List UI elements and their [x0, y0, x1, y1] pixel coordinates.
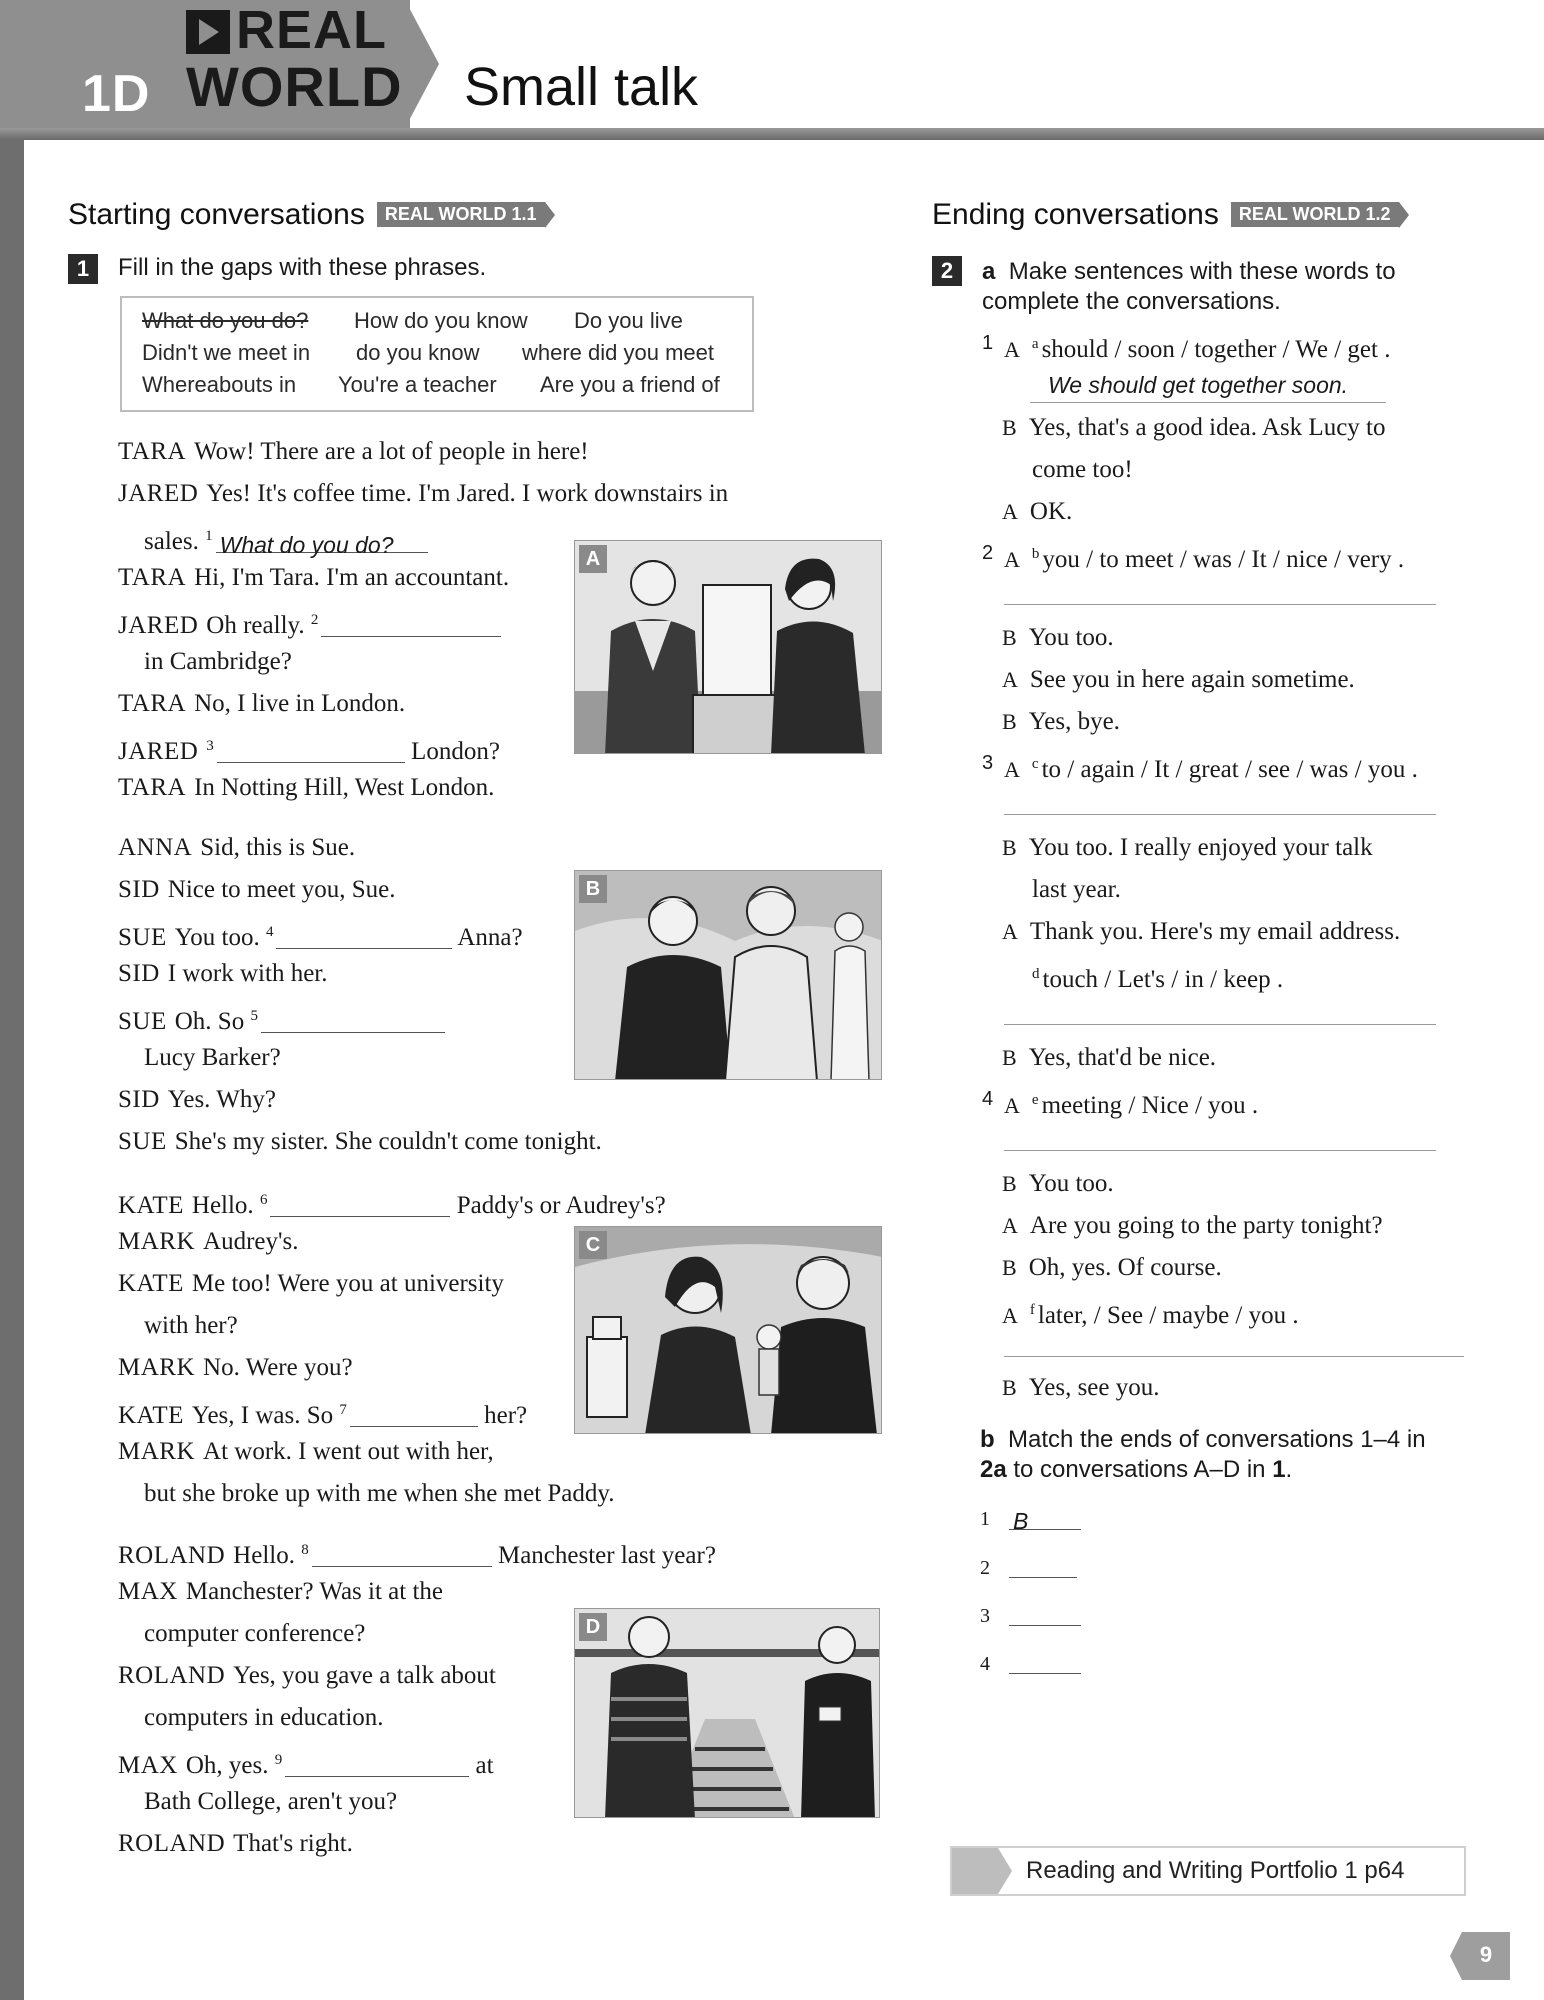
word-prompt: to / again / It / great / see / was / you . — [1041, 756, 1418, 783]
speaker: TARA — [118, 690, 187, 717]
instruction-text: Make sentences with these words to — [1008, 258, 1396, 285]
dialogue-line — [118, 1000, 445, 1038]
party-introduction-illustration — [575, 871, 882, 1080]
line-text: Yes, see you. — [1028, 1374, 1160, 1401]
picture-d — [574, 1608, 880, 1818]
dialogue-line — [118, 874, 396, 906]
conversation-number: 2 — [982, 542, 994, 564]
line-text: She's my sister. She couldn't come tonight. — [174, 1128, 602, 1155]
conversation-line — [1032, 958, 1283, 996]
arrow-tab-icon — [952, 1848, 998, 1894]
exercise-number-2: 2 — [932, 256, 962, 286]
dialogue-line — [118, 604, 501, 642]
line-text: Yes, I was. So — [191, 1402, 334, 1429]
real-world-label-line2: WORLD — [186, 55, 403, 118]
match-number: 1 — [980, 1508, 990, 1530]
real-world-tag: REAL WORLD 1.1 — [377, 202, 545, 227]
picture-b — [574, 870, 882, 1080]
line-text: You too. — [174, 924, 260, 951]
line-text: Wow! There are a lot of people in here! — [194, 438, 589, 465]
sentence-letter: d — [1032, 966, 1040, 982]
dialogue-line — [118, 1744, 494, 1782]
gap-number: 4 — [265, 924, 274, 940]
speaker: A — [1002, 919, 1018, 944]
speaker: B — [1002, 625, 1017, 650]
gap-input[interactable] — [285, 1753, 469, 1777]
line-text: Anna? — [457, 924, 523, 951]
speaker: MAX — [118, 1752, 178, 1779]
part-letter: a — [982, 258, 996, 285]
conversation-line — [1002, 916, 1400, 948]
conversation-line — [1004, 748, 1418, 786]
line-text: Yes, that'd be nice. — [1028, 1044, 1217, 1071]
conversation-number: 3 — [982, 752, 994, 774]
line-text: Are you going to the party tonight? — [1029, 1212, 1383, 1239]
line-text: Oh, yes. Of course. — [1028, 1254, 1222, 1281]
line-text: I work with her. — [167, 960, 328, 987]
speaker: ROLAND — [118, 1830, 226, 1857]
conversation-number: 1 — [982, 332, 994, 354]
speaker: B — [1002, 835, 1017, 860]
line-text: No, I live in London. — [194, 690, 406, 717]
office-water-cooler-illustration — [575, 541, 882, 754]
picture-label: D — [579, 1613, 607, 1641]
line-text: Yes, bye. — [1028, 708, 1120, 735]
speaker: ROLAND — [118, 1542, 226, 1569]
gap-input[interactable] — [350, 1403, 478, 1427]
speaker: A — [1004, 547, 1020, 572]
header-rule — [0, 128, 1544, 140]
phrase-item: You're a teacher — [338, 372, 497, 397]
dialogue-line — [118, 1268, 504, 1300]
line-text: You too. — [1028, 624, 1114, 651]
phrase-item: Do you live — [574, 308, 683, 333]
speaker: JARED — [118, 612, 199, 639]
line-text: Oh really. — [206, 612, 305, 639]
line-text: Yes! It's coffee time. I'm Jared. I work downstairs in — [206, 480, 729, 507]
answer-line[interactable] — [1004, 1024, 1436, 1025]
line-text: London? — [411, 738, 500, 765]
exercise-2b-instruction-cont — [980, 1454, 1292, 1485]
gap-number: 2 — [310, 612, 319, 628]
speaker: B — [1002, 1375, 1017, 1400]
line-text: Me too! Were you at university — [191, 1270, 504, 1297]
instruction-text: . — [1285, 1456, 1293, 1483]
speaker: A — [1002, 1303, 1018, 1328]
phrase-item: How do you know — [354, 308, 528, 333]
gap-input[interactable] — [261, 1009, 445, 1033]
dialogue-line — [118, 1534, 716, 1572]
answer-line[interactable] — [1004, 1356, 1464, 1357]
speaker: A — [1004, 1093, 1020, 1118]
speaker: TARA — [118, 564, 187, 591]
conversation-line — [1002, 412, 1386, 444]
dialogue-line — [118, 832, 355, 864]
speaker: KATE — [118, 1402, 184, 1429]
line-text: Yes, that's a good idea. Ask Lucy to — [1028, 414, 1386, 441]
speaker: TARA — [118, 774, 187, 801]
unit-banner-arrow — [405, 0, 439, 128]
gap-number: 8 — [301, 1542, 309, 1558]
speaker: JARED — [118, 738, 199, 765]
sentence-letter: b — [1031, 546, 1040, 562]
speaker: A — [1002, 667, 1018, 692]
gap-number: 6 — [259, 1192, 268, 1208]
gap-input[interactable] — [312, 1543, 492, 1567]
answer-line[interactable] — [1030, 402, 1386, 403]
speaker: A — [1004, 337, 1020, 362]
exercise-number-1: 1 — [68, 254, 98, 284]
speaker: TARA — [118, 438, 187, 465]
conversation-line — [1002, 832, 1373, 864]
dialogue-line — [118, 1352, 353, 1384]
model-answer: We should get together soon. — [1048, 372, 1349, 398]
part-letter: b — [980, 1426, 995, 1453]
gap-input[interactable] — [276, 925, 452, 949]
sentence-letter: e — [1031, 1092, 1039, 1108]
speaker: MAX — [118, 1578, 178, 1605]
instruction-text: to conversations A–D in — [1013, 1456, 1266, 1483]
left-margin-bar — [0, 140, 24, 2000]
dialogue-line — [118, 1084, 276, 1116]
dialogue-line — [118, 1126, 602, 1158]
reference: 1 — [1272, 1456, 1286, 1483]
match-row — [980, 1604, 1081, 1628]
picture-c — [574, 1226, 882, 1434]
conversation-line — [1002, 496, 1072, 528]
page-number: 9 — [1479, 1942, 1493, 1967]
gap-number: 3 — [206, 738, 214, 754]
conference-hall-illustration — [575, 1609, 880, 1818]
dialogue-line: with her? — [144, 1312, 238, 1339]
picture-label: C — [579, 1231, 607, 1259]
dialogue-line — [118, 1394, 527, 1432]
exercise-1-instruction: Fill in the gaps with these phrases. — [118, 254, 487, 281]
match-answer[interactable]: B — [1009, 1508, 1081, 1530]
speaker: JARED — [118, 480, 199, 507]
speaker: SID — [118, 960, 160, 987]
conversation-line — [1002, 1042, 1216, 1074]
line-text: Sid, this is Sue. — [200, 834, 356, 861]
line-text: Nice to meet you, Sue. — [167, 876, 396, 903]
real-world-label-line1: REAL — [236, 0, 387, 60]
line-text: Audrey's. — [203, 1228, 299, 1255]
speaker: ROLAND — [118, 1662, 226, 1689]
gap-number: 5 — [250, 1008, 258, 1024]
dialogue-line: computer conference? — [144, 1620, 366, 1647]
line-text: Thank you. Here's my email address. — [1029, 918, 1401, 945]
speaker: MARK — [118, 1354, 196, 1381]
line-text: At work. I went out with her, — [203, 1438, 494, 1465]
dialogue-line: Bath College, aren't you? — [144, 1788, 398, 1815]
word-prompt: you / to meet / was / It / nice / very . — [1042, 546, 1405, 573]
line-text: Manchester? Was it at the — [185, 1578, 443, 1605]
dialogue-line — [118, 562, 509, 594]
speaker: ANNA — [118, 834, 193, 861]
dialogue-line — [118, 916, 523, 954]
dialogue-line — [118, 1226, 298, 1258]
line-text: Yes, you gave a talk about — [233, 1662, 496, 1689]
phrase-item: Whereabouts in — [142, 372, 297, 397]
speaker: A — [1002, 499, 1018, 524]
conversation-line — [1002, 1210, 1383, 1242]
conversation-line — [1002, 664, 1355, 696]
dialogue-line — [118, 1184, 666, 1222]
conversation-line — [1002, 706, 1120, 738]
play-icon — [186, 10, 230, 54]
section-title-ending — [932, 198, 1399, 232]
match-answer[interactable] — [1009, 1604, 1081, 1626]
conversation-line — [1002, 1372, 1160, 1404]
line-text: That's right. — [233, 1830, 353, 1857]
dialogue-line — [118, 1576, 443, 1608]
sentence-letter: c — [1031, 756, 1039, 772]
section-title-text: Starting conversations — [68, 198, 365, 231]
conversation-line — [1004, 328, 1390, 366]
picture-label: A — [579, 545, 607, 573]
dialogue-line — [118, 772, 494, 804]
line-text: Manchester last year? — [497, 1542, 716, 1569]
line-text: Paddy's or Audrey's? — [456, 1192, 666, 1219]
page-title: Small talk — [464, 57, 699, 117]
match-row — [980, 1556, 1077, 1580]
line-text: Hello. — [233, 1542, 295, 1569]
match-answer[interactable] — [1009, 1556, 1077, 1578]
conversation-line — [1004, 538, 1404, 576]
page-header — [0, 0, 1544, 140]
speaker: A — [1002, 1213, 1018, 1238]
match-row — [980, 1652, 1081, 1676]
line-text: Yes. Why? — [167, 1086, 276, 1113]
answer-line[interactable] — [1004, 604, 1436, 605]
picture-a — [574, 540, 882, 754]
dialogue-line — [118, 958, 328, 990]
dialogue-line — [118, 1660, 496, 1692]
speaker: B — [1002, 1171, 1017, 1196]
speaker: B — [1002, 415, 1017, 440]
phrase-item: where did you meet — [522, 340, 714, 365]
dialogue-line: in Cambridge? — [144, 648, 292, 675]
gap-answer[interactable]: What do you do? — [216, 529, 428, 553]
speaker: SUE — [118, 1008, 167, 1035]
dialogue-line: but she broke up with me when she met Paddy. — [144, 1480, 615, 1507]
phrase-item: do you know — [356, 340, 480, 365]
answer-line[interactable] — [1004, 814, 1436, 815]
line-text: her? — [484, 1402, 528, 1429]
line-text: at — [475, 1752, 494, 1779]
speaker: B — [1002, 1045, 1017, 1070]
word-prompt: meeting / Nice / you . — [1041, 1092, 1259, 1119]
conversation-line: come too! — [1032, 456, 1133, 483]
wedding-party-illustration — [575, 1227, 882, 1434]
dialogue-line — [118, 730, 500, 768]
gap-input[interactable] — [217, 739, 405, 763]
picture-label: B — [579, 875, 607, 903]
dialogue-line — [118, 688, 405, 720]
page-number-tab — [1462, 1932, 1510, 1980]
phrase-box — [120, 296, 754, 412]
reference: 2a — [980, 1456, 1007, 1483]
dialogue-line — [144, 520, 428, 558]
word-prompt: should / soon / together / We / get . — [1041, 336, 1391, 363]
exercise-2a-instruction — [982, 256, 1396, 287]
exercise-2b-instruction — [980, 1424, 1426, 1455]
gap-number: 9 — [274, 1752, 283, 1768]
gap-input[interactable] — [270, 1193, 450, 1217]
line-text: Oh, yes. — [185, 1752, 269, 1779]
line-text: Oh. So — [174, 1008, 245, 1035]
dialogue-line — [118, 436, 589, 468]
line-text: You too. — [1028, 1170, 1114, 1197]
speaker: MARK — [118, 1438, 196, 1465]
speaker: MARK — [118, 1228, 196, 1255]
gap-input[interactable] — [321, 613, 501, 637]
portfolio-reference-text: Reading and Writing Portfolio 1 p64 — [1026, 1857, 1405, 1884]
speaker: SUE — [118, 924, 167, 951]
conversation-line — [1002, 622, 1114, 654]
phrase-item: Didn't we meet in — [142, 340, 311, 365]
speaker: KATE — [118, 1192, 184, 1219]
line-text: Hello. — [191, 1192, 254, 1219]
match-number: 2 — [980, 1557, 990, 1579]
conversation-line — [1004, 1084, 1258, 1122]
speaker: KATE — [118, 1270, 184, 1297]
sentence-letter: f — [1029, 1302, 1035, 1318]
speaker: B — [1002, 1255, 1017, 1280]
dialogue-line: Lucy Barker? — [144, 1044, 281, 1071]
conversation-line — [1002, 1168, 1114, 1200]
instruction-text: Match the ends of conversations 1–4 in — [1008, 1426, 1426, 1453]
speaker: SID — [118, 876, 160, 903]
unit-code: 1D — [82, 65, 151, 123]
portfolio-reference — [950, 1846, 1466, 1896]
line-text: sales. — [144, 528, 199, 555]
dialogue-line: computers in education. — [144, 1704, 384, 1731]
real-world-tag: REAL WORLD 1.2 — [1231, 202, 1399, 227]
speaker: SID — [118, 1086, 160, 1113]
match-row — [980, 1508, 1081, 1534]
conversation-line: last year. — [1032, 876, 1121, 903]
dialogue-line — [118, 1828, 353, 1860]
section-title-text: Ending conversations — [932, 198, 1219, 231]
conversation-line — [1002, 1252, 1222, 1284]
dialogue-line — [118, 1436, 494, 1468]
section-title-starting — [68, 198, 545, 232]
speaker: B — [1002, 709, 1017, 734]
speaker: SUE — [118, 1128, 167, 1155]
gap-number: 7 — [339, 1402, 347, 1418]
line-text: In Notting Hill, West London. — [194, 774, 495, 801]
exercise-2a-instruction-cont: complete the conversations. — [982, 288, 1281, 315]
match-number: 3 — [980, 1605, 990, 1627]
gap-number: 1 — [205, 528, 213, 544]
line-text: No. Were you? — [203, 1354, 353, 1381]
phrase-item: Are you a friend of — [540, 372, 720, 397]
line-text: Hi, I'm Tara. I'm an accountant. — [194, 564, 510, 591]
word-prompt: later, / See / maybe / you . — [1037, 1302, 1299, 1329]
line-text: OK. — [1029, 498, 1073, 525]
sentence-letter: a — [1031, 336, 1039, 352]
word-prompt: touch / Let's / in / keep . — [1042, 966, 1284, 993]
line-text: See you in here again sometime. — [1029, 666, 1355, 693]
conversation-line — [1002, 1294, 1299, 1332]
conversation-number: 4 — [982, 1088, 994, 1110]
line-text: You too. I really enjoyed your talk — [1028, 834, 1373, 861]
speaker: A — [1004, 757, 1020, 782]
match-answer[interactable] — [1009, 1652, 1081, 1674]
dialogue-line — [118, 478, 728, 510]
answer-line[interactable] — [1004, 1150, 1436, 1151]
match-number: 4 — [980, 1653, 990, 1675]
phrase-item: What do you do? — [142, 308, 309, 333]
